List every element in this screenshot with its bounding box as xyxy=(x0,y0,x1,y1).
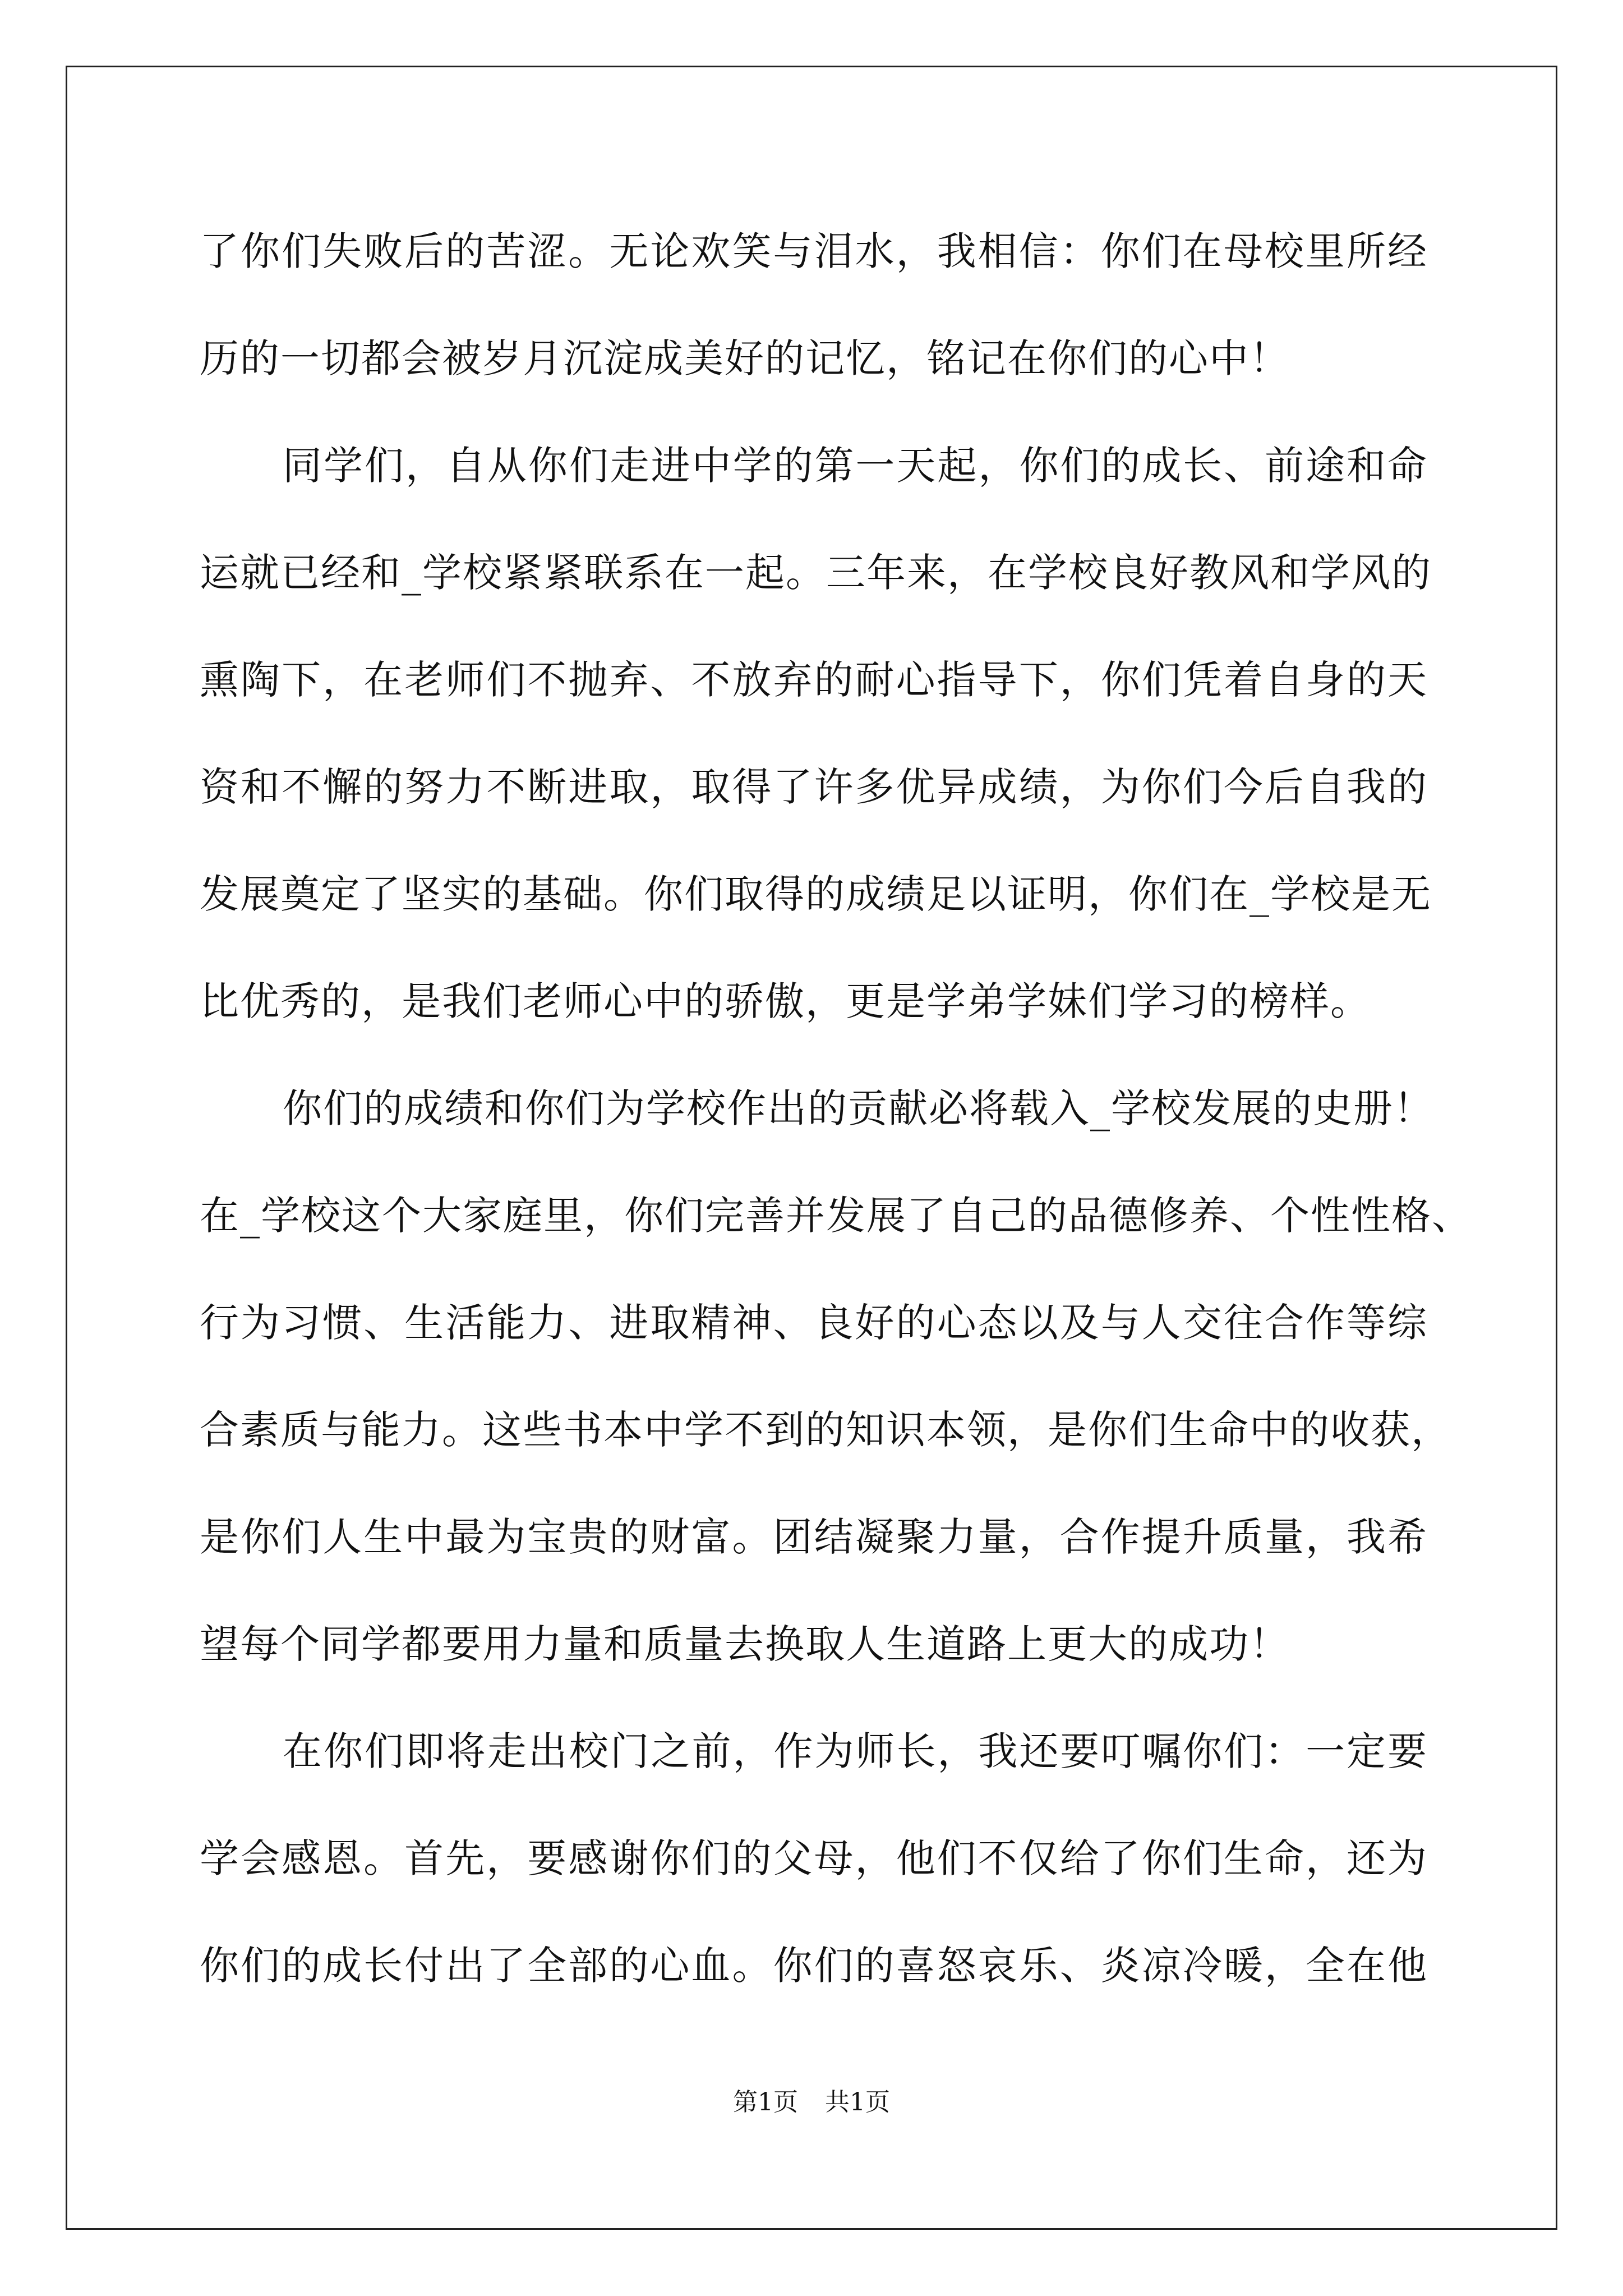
page-total: 共1页 xyxy=(825,2088,890,2116)
text-line: 行为习惯、生活能力、进取精神、良好的心态以及与人交往合作等综 xyxy=(200,1300,1428,1346)
text-line: 历的一切都会被岁月沉淀成美好的记忆，铭记在你们的心中！ xyxy=(200,335,1290,381)
text-line: 你们的成绩和你们为学校作出的贡献必将载入_学校发展的史册！ xyxy=(283,1085,1434,1131)
text-line: 在你们即将走出校门之前，作为师长，我还要叮嘱你们：一定要 xyxy=(283,1728,1428,1774)
text-line: 比优秀的，是我们老师心中的骄傲，更是学弟学妹们学习的榜样。 xyxy=(200,978,1371,1024)
text-line: 你们的成长付出了全部的心血。你们的喜怒哀乐、炎凉冷暖，全在他 xyxy=(200,1943,1428,1989)
text-line: 发展奠定了坚实的基础。你们取得的成绩足以证明，你们在_学校是无 xyxy=(200,871,1432,917)
text-line: 了你们失败后的苦涩。无论欢笑与泪水，我相信：你们在母校里所经 xyxy=(200,228,1428,274)
text-line: 同学们，自从你们走进中学的第一天起，你们的成长、前途和命 xyxy=(283,443,1428,489)
text-line: 是你们人生中最为宝贵的财富。团结凝聚力量，合作提升质量，我希 xyxy=(200,1514,1428,1560)
text-line: 运就已经和_学校紧紧联系在一起。三年来，在学校良好教风和学风的 xyxy=(200,550,1432,596)
page-number: 第1页 xyxy=(733,2088,798,2116)
text-line: 在_学校这个大家庭里，你们完善并发展了自己的品德修养、个性性格、 xyxy=(200,1193,1472,1239)
document-body xyxy=(200,218,1472,2039)
text-line: 合素质与能力。这些书本中学不到的知识本领，是你们生命中的收获， xyxy=(200,1407,1451,1453)
page-footer xyxy=(0,2086,1623,2119)
text-line: 望每个同学都要用力量和质量去换取人生道路上更大的成功！ xyxy=(200,1621,1290,1667)
text-line: 学会感恩。首先，要感谢你们的父母，他们不仅给了你们生命，还为 xyxy=(200,1835,1428,1881)
text-line: 熏陶下，在老师们不抛弃、不放弃的耐心指导下，你们凭着自身的天 xyxy=(200,657,1428,703)
text-line: 资和不懈的努力不断进取，取得了许多优异成绩，为你们今后自我的 xyxy=(200,764,1428,810)
